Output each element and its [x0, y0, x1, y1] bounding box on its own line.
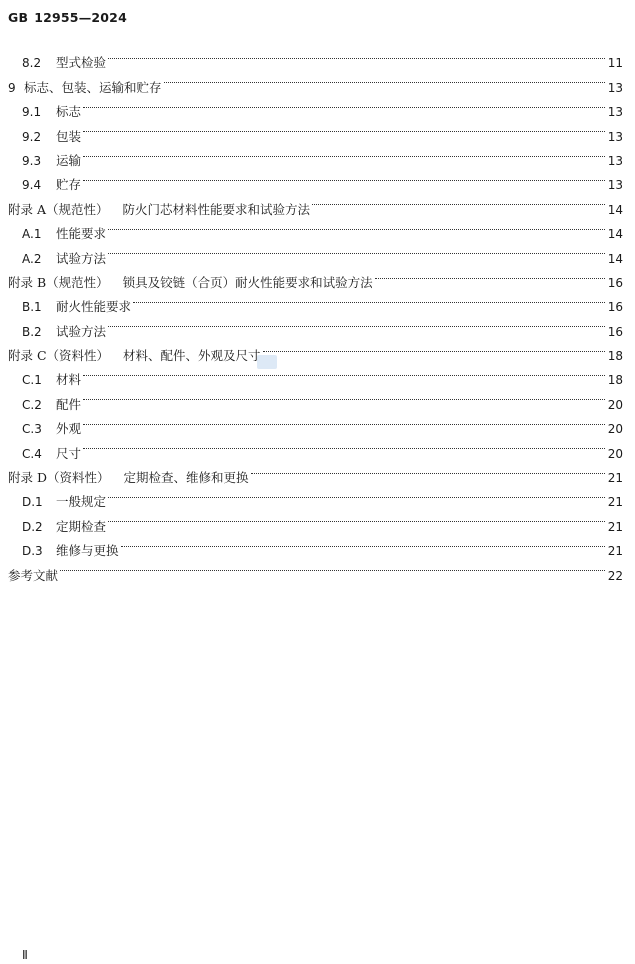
toc-entry-title-text: 定期检查、维修和更换 [123, 470, 249, 486]
toc-entry-title-text: 参考文献 [8, 567, 59, 583]
toc-entry-title-text: 维修与更换 [56, 543, 119, 559]
toc-entry-number: B.2 [22, 324, 42, 339]
toc-entry-number: 9 [8, 80, 16, 95]
dot-leader [83, 165, 605, 189]
dot-leader [263, 336, 605, 360]
dot-leader [83, 409, 605, 433]
toc-entry-number: 9.1 [22, 105, 42, 120]
toc-entry-page: 21 [607, 471, 623, 486]
toc-entry-title [56, 320, 106, 344]
standard-number: 12955—2024 [34, 10, 127, 25]
dot-leader [164, 67, 605, 91]
toc-entry[interactable] [8, 141, 623, 168]
toc-entry-title-text: 定期检查 [56, 518, 107, 534]
toc-entry-title [56, 442, 81, 466]
toc-entry-page: 13 [607, 80, 623, 95]
annex-label: 附录 B（规范性） [8, 274, 109, 290]
toc-entry-title-text: 试验方法 [56, 250, 107, 266]
dot-leader [108, 214, 605, 238]
toc-entry-title-text: 尺寸 [56, 445, 82, 461]
toc-entry-page: 21 [607, 495, 623, 510]
toc-entry-number: D.1 [22, 495, 43, 510]
toc-entry-title-text: 锁具及铰链（合页）耐火性能要求和试验方法 [122, 274, 373, 290]
toc-entry-title-text: 材料、配件、外观及尺寸 [123, 348, 261, 364]
toc-entry-number: C.3 [22, 422, 42, 437]
toc-entry-title-text: 试验方法 [56, 323, 107, 339]
toc-entry[interactable] [8, 409, 623, 437]
toc-entry-title [56, 393, 81, 417]
annex-label: 附录 A（规范性） [8, 201, 109, 217]
toc-entry-title-text: 标志、包装、运输和贮存 [24, 79, 162, 95]
toc-entry[interactable] [8, 555, 623, 583]
toc-entry-title [56, 173, 81, 197]
toc-entry-page: 16 [607, 275, 623, 290]
toc-entry[interactable] [8, 43, 623, 71]
toc-entry-page: 21 [607, 544, 623, 559]
toc-entry-page: 13 [607, 153, 623, 168]
dot-leader [121, 531, 605, 555]
document-header [8, 10, 127, 25]
toc-entry-number: D.3 [22, 544, 43, 559]
toc-entry-number: C.4 [22, 446, 42, 461]
dot-leader [108, 43, 605, 67]
toc-entry[interactable] [8, 360, 623, 388]
dot-leader [60, 555, 605, 579]
toc-entry-title [56, 100, 81, 124]
toc-entry-title-text: 配件 [56, 396, 82, 412]
annex-label: 附录 C（资料性） [8, 348, 110, 364]
toc-entry-number: 8.2 [22, 56, 42, 71]
toc-entry-page: 13 [607, 129, 623, 144]
toc-entry-title [56, 515, 106, 539]
dot-leader [251, 458, 605, 482]
toc-entry-title [56, 149, 81, 173]
toc-entry-number: A.1 [22, 227, 42, 242]
toc-entry-title-text: 外观 [56, 421, 82, 437]
toc-entry-title [56, 51, 106, 75]
toc-entry-page: 20 [607, 397, 623, 412]
toc-entry-number: A.2 [22, 251, 42, 266]
toc-entry-title-text: 包装 [56, 128, 82, 144]
standard-code: GB [8, 10, 29, 25]
toc-entry-number: 9.2 [22, 129, 42, 144]
dot-leader [83, 141, 605, 165]
toc-entry-title [8, 564, 58, 588]
dot-leader [108, 482, 605, 506]
toc-entry-page: 14 [607, 227, 623, 242]
toc-entry[interactable] [8, 92, 623, 120]
annex-label: 附录 D（资料性） [8, 470, 110, 486]
toc-entry-title-text: 型式检验 [56, 55, 107, 71]
toc-entry-page: 14 [607, 251, 623, 266]
toc-entry-page: 13 [607, 178, 623, 193]
toc-entry-title-text: 性能要求 [56, 226, 107, 242]
toc-entry-title [56, 368, 81, 392]
toc-entry-page: 11 [607, 56, 623, 71]
toc-entry-number: D.2 [22, 519, 43, 534]
dot-leader [108, 311, 605, 335]
dot-leader [312, 189, 605, 213]
page-number: Ⅱ [22, 948, 28, 962]
toc-entry-number: 9.4 [22, 178, 42, 193]
dot-leader [83, 433, 605, 457]
toc-entry-title-text: 贮存 [56, 177, 82, 193]
toc-entry[interactable] [8, 458, 623, 486]
dot-leader [83, 384, 605, 408]
dot-leader [108, 238, 605, 262]
dot-leader [375, 263, 605, 287]
toc-entry-title-text: 材料 [56, 372, 82, 388]
toc-entry-page: 16 [607, 300, 623, 315]
toc-entry-title [56, 490, 106, 514]
toc-entry-title [56, 125, 81, 149]
toc-entry-number: B.1 [22, 300, 42, 315]
toc-entry-page: 13 [607, 105, 623, 120]
toc-entry-title [56, 417, 81, 441]
toc-entry-page: 14 [607, 202, 623, 217]
toc-entry-page: 21 [607, 519, 623, 534]
toc-entry-page: 18 [607, 349, 623, 364]
toc-entry-number: 9.3 [22, 153, 42, 168]
toc-entry-page: 18 [607, 373, 623, 388]
toc-entry-page: 22 [607, 568, 623, 583]
toc-entry-title-text: 耐火性能要求 [56, 299, 132, 315]
dot-leader [83, 116, 605, 140]
toc-entry-title-text: 一般规定 [56, 494, 107, 510]
toc-entry[interactable] [8, 189, 623, 217]
toc-entry[interactable] [8, 116, 623, 144]
toc-entry-page: 16 [607, 324, 623, 339]
toc-entry-number: C.2 [22, 397, 42, 412]
dot-leader [133, 287, 605, 311]
toc-entry-page: 20 [607, 446, 623, 461]
toc-entry-title-text: 防火门芯材料性能要求和试验方法 [122, 201, 311, 217]
toc-entry-title-text: 标志 [56, 104, 82, 120]
toc-entry[interactable] [8, 384, 623, 412]
toc-entry-title [56, 222, 106, 246]
table-of-contents [8, 43, 623, 583]
toc-entry[interactable] [8, 165, 623, 193]
dot-leader [83, 92, 605, 116]
dot-leader [108, 506, 605, 530]
toc-entry-title [56, 247, 106, 271]
toc-entry-number: C.1 [22, 373, 42, 388]
toc-entry[interactable] [8, 433, 623, 461]
dot-leader [83, 360, 605, 384]
toc-entry-title-text: 运输 [56, 152, 82, 168]
toc-entry-page: 20 [607, 422, 623, 437]
